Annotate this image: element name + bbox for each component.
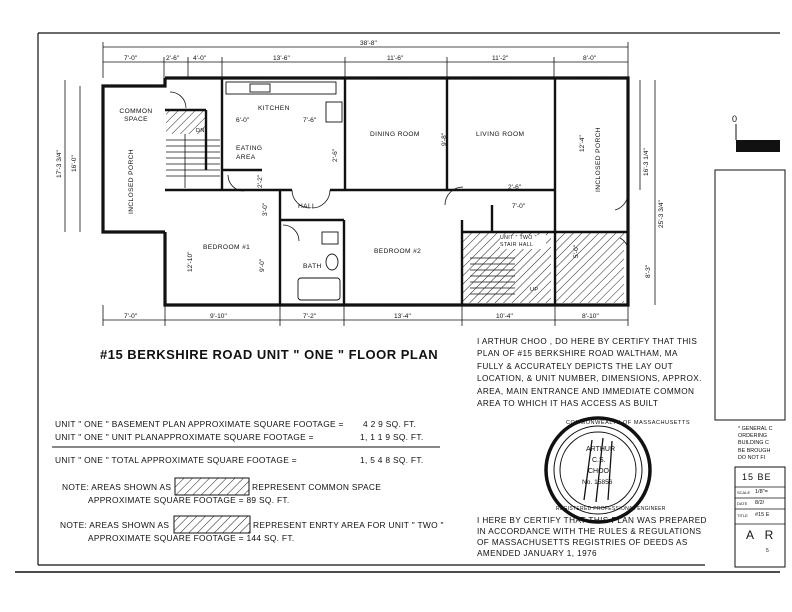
- note2-suffix: REPRESENT ENRTY AREA FOR UNIT " TWO ": [253, 520, 444, 530]
- note1-prefix: NOTE: AREAS SHOWN AS: [62, 482, 172, 492]
- firm-sub: 5: [766, 548, 769, 554]
- overall-dimension: 38'-8": [360, 40, 377, 47]
- dim-right-h: 5'-0": [573, 244, 580, 258]
- entry-area-hatch-2: [555, 233, 624, 303]
- right-dim-1: 16'-3 1/4": [643, 148, 650, 176]
- top-dim-3: 4'-0": [193, 55, 207, 62]
- bottom-dim-4: 13'-4": [394, 313, 411, 320]
- dim-bed1-h: 12'-10": [187, 251, 194, 272]
- dim-hall-w2: 3'-0": [262, 202, 269, 216]
- seal-name-1: ARTHUR: [586, 446, 616, 453]
- left-dim-2: 16'-0": [71, 155, 78, 172]
- seal-bottom-text: REGISTERED PROFESSIONAL ENGINEER: [556, 506, 666, 512]
- dim-hall-v: 2'-6": [332, 148, 339, 162]
- top-dim-7: 8'-0": [583, 55, 597, 62]
- room-bedroom-1: BEDROOM #1: [203, 244, 251, 251]
- general-note-line-4: BE BROUGH: [738, 447, 771, 454]
- unit-sqft-label: UNIT " ONE " UNIT PLANAPPROXIMATE SQUARE FOOTAGE =: [55, 432, 314, 442]
- seal-number: No. 15856: [582, 479, 613, 486]
- seal-name-3: CHOO: [588, 468, 609, 475]
- scale-value: 1/8"=: [755, 489, 768, 495]
- seal-name-2: C.S.: [592, 457, 606, 464]
- legend-common-hatch-box: [175, 478, 249, 495]
- room-hall: HALL: [298, 203, 317, 210]
- registry-certification: [477, 515, 707, 559]
- certification-text: [477, 336, 702, 410]
- seal-ring-text: COMMONWEALTH OF MASSACHUSETTS: [566, 420, 691, 426]
- dim-bath-h: 9'-0": [259, 258, 266, 272]
- top-dim-1: 7'-0": [124, 55, 138, 62]
- room-eating-area: EATING AREA: [236, 145, 263, 161]
- note1-area: APPROXIMATE SQUARE FOOTAGE = 89 SQ. FT.: [88, 495, 290, 505]
- room-inclosed-porch-left: INCLOSED PORCH: [128, 149, 135, 214]
- cert-line-5: AREA, MAIN ENTRANCE AND IMMEDIATE COMMON: [477, 386, 695, 396]
- room-bath: BATH: [303, 263, 322, 270]
- room-living-room: LIVING ROOM: [476, 131, 525, 138]
- general-note-block: [738, 426, 773, 462]
- total-sqft-value: 1, 5 4 8 SQ. FT.: [360, 455, 424, 465]
- general-note-line-5: DO NOT FI: [738, 454, 766, 461]
- registry-line-2: IN ACCORDANCE WITH THE RULES & REGULATIONS: [477, 527, 702, 536]
- cert-line-2: PLAN OF #15 BERKSHIRE ROAD WALTHAM, MA: [477, 349, 678, 359]
- cert-line-1: I ARTHUR CHOO , DO HERE BY CERTIFY THAT THIS: [477, 337, 698, 346]
- room-unit-two-stair-hall: UNIT " TWO " STAIR HALL: [500, 235, 546, 249]
- bottom-dim-6: 8'-10": [582, 313, 599, 320]
- date-value: 8/2/: [755, 500, 765, 506]
- basement-sqft-value: 4 2 9 SQ. FT.: [363, 419, 417, 429]
- stair-dn-label: DN: [196, 128, 205, 134]
- note2-prefix: NOTE: AREAS SHOWN AS: [60, 520, 170, 530]
- unit-sqft-value: 1, 1 1 9 SQ. FT.: [360, 432, 424, 442]
- bottom-dim-2: 9'-10": [210, 313, 227, 320]
- total-sqft-label: UNIT " ONE " TOTAL APPROXIMATE SQUARE FOOTAGE =: [55, 455, 297, 465]
- scale-zero-label: 0: [732, 114, 738, 124]
- dim-dining-v: 9'-8": [441, 132, 448, 146]
- cert-line-3: FULLY & ACCURATELY DEPICTS THE LAY OUT: [477, 361, 673, 371]
- scale-bar-fill: [736, 140, 780, 152]
- top-dim-2: 2'-6": [166, 55, 180, 62]
- cert-line-4: LOCATION, & UNIT NUMBER, DIMENSIONS, APPROX.: [477, 374, 702, 384]
- dim-kitchen-w: 6'-0": [236, 117, 250, 124]
- dim-stair-w: 2'-6": [508, 184, 522, 191]
- bottom-dim-3: 7'-2": [303, 313, 317, 320]
- dim-hall-w: 2'-2": [257, 174, 264, 188]
- general-note-line-3: BUILDING C: [738, 440, 769, 447]
- dim-right-h2: 8'-3": [645, 264, 652, 278]
- top-dim-6: 11'-2": [492, 55, 509, 62]
- firm-name: A R: [746, 528, 778, 542]
- legend-entry-hatch-box: [174, 516, 250, 533]
- title-value: #15 E: [755, 512, 770, 518]
- scale-label: SCALE: [737, 490, 751, 495]
- top-dim-5: 11'-6": [387, 55, 404, 62]
- registry-line-1: I HERE BY CERTIFY THAT THIS PLAN WAS PREPARED: [477, 516, 707, 525]
- title-block-name: 15 BE: [742, 472, 772, 482]
- registry-line-4: AMENDED JANUARY 1, 1976: [477, 549, 597, 558]
- registry-line-3: OF MASSACHUSETTS REGISTRIES OF DEEDS AS: [477, 538, 688, 547]
- stair-up-label: UP: [530, 287, 539, 293]
- basement-sqft-label: UNIT " ONE " BASEMENT PLAN APPROXIMATE SQUARE FOOTAGE =: [55, 419, 344, 429]
- room-bedroom-2: BEDROOM #2: [374, 248, 422, 255]
- title-label: TITLE: [737, 513, 748, 518]
- room-common-space: COMMON SPACE: [119, 108, 153, 123]
- room-inclosed-porch-right: INCLOSED PORCH: [595, 127, 602, 192]
- dim-kitchen-w2: 7'-6": [303, 117, 317, 124]
- note2-area: APPROXIMATE SQUARE FOOTAGE = 144 SQ. FT.: [88, 533, 295, 543]
- bottom-dim-1: 7'-0": [124, 313, 138, 320]
- left-dim-1: 17'-3 3/4": [56, 150, 63, 178]
- plan-title: #15 BERKSHIRE ROAD UNIT " ONE " FLOOR PLAN: [100, 347, 439, 362]
- right-dim-2: 25'-3 3/4": [658, 200, 665, 228]
- dim-living-porch: 12'-4": [579, 135, 586, 152]
- general-note-line-2: ORDERING: [738, 433, 768, 440]
- room-dining-room: DINING ROOM: [370, 131, 420, 138]
- cert-line-6: AREA TO WHICH IT HAS ACCESS AS BUILT: [477, 399, 659, 409]
- top-dim-4: 13'-6": [273, 55, 290, 62]
- date-label: DATE: [737, 501, 748, 506]
- dim-stair-w2: 7'-0": [512, 203, 526, 210]
- note1-suffix: REPRESENT COMMON SPACE: [252, 482, 382, 492]
- general-note-line-1: * GENERAL C: [738, 426, 773, 432]
- room-kitchen: KITCHEN: [258, 105, 290, 112]
- bottom-dim-5: 10'-4": [496, 313, 513, 320]
